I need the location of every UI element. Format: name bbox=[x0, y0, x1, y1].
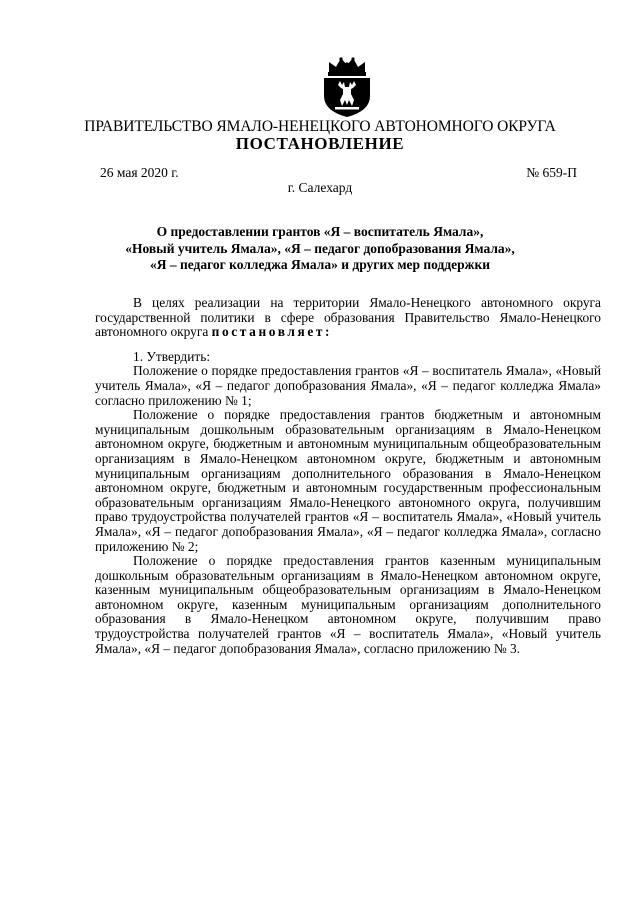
document-body bbox=[95, 296, 601, 656]
item-paragraph: 1. Утвердить: bbox=[133, 348, 211, 364]
coat-of-arms-emblem-icon bbox=[321, 56, 373, 118]
decree-word: постановляет: bbox=[211, 324, 333, 340]
preamble-text: В целях реализации на территории Ямало-Ненецкого автономного округа государственной политики в сфере образования Правительство Ямало-Ненецкого автономного округа bbox=[95, 295, 601, 340]
document-number: № 659-П bbox=[526, 165, 577, 180]
document-date: 26 мая 2020 г. bbox=[100, 165, 179, 180]
government-title: ПРАВИТЕЛЬСТВО ЯМАЛО-НЕНЕЦКОГО АВТОНОМНОГО ОКРУГА bbox=[84, 118, 556, 135]
regulation-paragraph: Положение о порядке предоставления грантов «Я – воспитатель Ямала», «Новый учитель Ямала», «Я – педагог допобразования Ямала», «Я – педагог колледжа Ямала» согласно приложению № 1; bbox=[95, 363, 601, 408]
document-heading bbox=[80, 224, 560, 274]
heading-line: «Новый учитель Ямала», «Я – педагог допобразования Ямала», bbox=[125, 240, 515, 256]
document-type: ПОСТАНОВЛЕНИЕ bbox=[235, 134, 405, 153]
heading-line: «Я – педагог колледжа Ямала» и других мер поддержки bbox=[149, 257, 491, 272]
regulation-paragraph: Положение о порядке предоставления грантов казенным муниципальным дошкольным образовательным организациям в Ямало-Ненецком автономном округе, казенным муниципальным общеобразовательным организациям в Ямало-Ненецком автономном округе, казенным муниципальным организациям дополнительного образования в Ямало-Ненецком автономном округе, получившим право трудоустройства получателей грантов «Я – воспитатель Ямала», «Новый учитель Ямала», «Я – педагог допобразования Ямала», согласно приложению № 3. bbox=[95, 553, 601, 656]
preamble-paragraph bbox=[95, 296, 601, 340]
document-city: г. Салехард bbox=[287, 180, 353, 195]
heading-line: О предоставлении грантов «Я – воспитатель Ямала», bbox=[156, 224, 484, 239]
regulation-paragraph: Положение о порядке предоставления грантов бюджетным и автономным муниципальным дошкольным образовательным организациям в Ямало-Ненецком автономном округе, бюджетным и автономным муниципальным общеобразовательным организациям в Ямало-Ненецком автономном округе, бюджетным и автономным муниципальным организациям дополнительного образования в Ямало-Ненецком автономном округе, бюджетным и автономным государственным профессиональным образовательным организациям Ямало-Ненецкого автономного округа, получившим право трудоустройства получателей грантов «Я – воспитатель Ямала», «Новый учитель Ямала», «Я – педагог допобразования Ямала», «Я – педагог колледжа Ямала», согласно приложению № 2; bbox=[95, 407, 601, 554]
